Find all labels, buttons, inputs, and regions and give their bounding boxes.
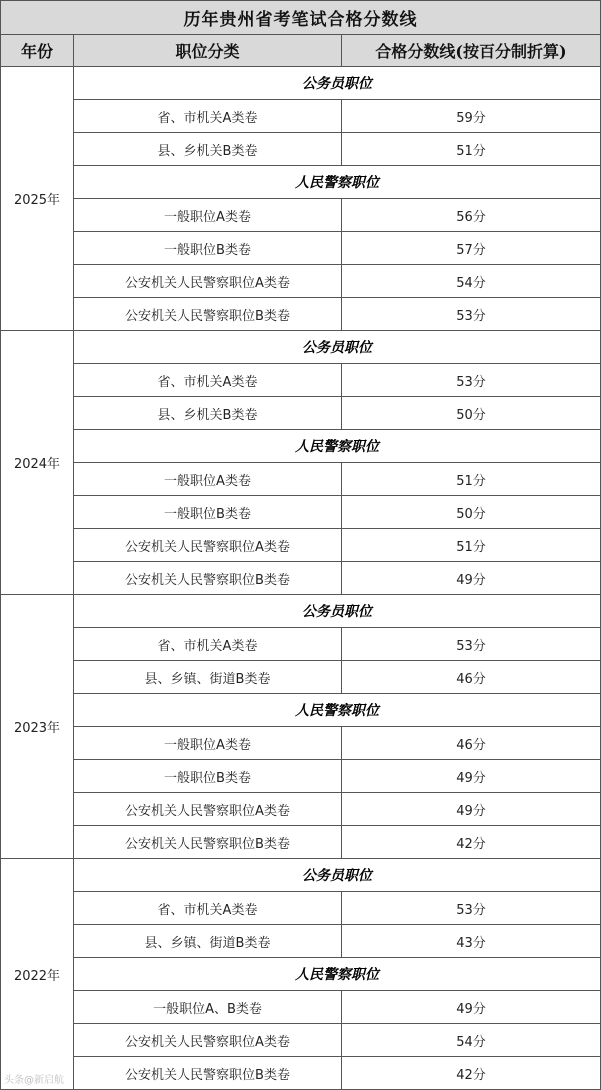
- score-cell: 42分: [342, 1057, 601, 1090]
- table-row: [1, 562, 601, 595]
- header-score: 合格分数线(按百分制折算): [342, 35, 601, 67]
- category-cell: 一般职位A类卷: [74, 463, 342, 496]
- year-cell: 2023年: [1, 595, 74, 859]
- score-cell: 53分: [342, 364, 601, 397]
- score-cell: 54分: [342, 265, 601, 298]
- table-row: [1, 463, 601, 496]
- header-category: 职位分类: [74, 35, 342, 67]
- table-row: [1, 298, 601, 331]
- table-title: 历年贵州省考笔试合格分数线: [1, 1, 601, 35]
- section-row: [1, 595, 601, 628]
- table-row: [1, 1057, 601, 1090]
- score-cell: 59分: [342, 100, 601, 133]
- score-cell: 51分: [342, 133, 601, 166]
- score-cell: 57分: [342, 232, 601, 265]
- category-cell: 一般职位B类卷: [74, 232, 342, 265]
- score-cell: 46分: [342, 727, 601, 760]
- score-cell: 53分: [342, 892, 601, 925]
- score-cell: 49分: [342, 562, 601, 595]
- category-cell: 省、市机关A类卷: [74, 892, 342, 925]
- category-cell: 公安机关人民警察职位A类卷: [74, 265, 342, 298]
- score-cell: 56分: [342, 199, 601, 232]
- table-row: [1, 628, 601, 661]
- section-row: [1, 694, 601, 727]
- category-cell: 公安机关人民警察职位B类卷: [74, 1057, 342, 1090]
- score-cell: 54分: [342, 1024, 601, 1057]
- section-header: 公务员职位: [74, 595, 601, 628]
- score-cell: 49分: [342, 991, 601, 1024]
- table-row: [1, 826, 601, 859]
- score-cell: 51分: [342, 463, 601, 496]
- table-row: [1, 793, 601, 826]
- header-year: 年份: [1, 35, 74, 67]
- year-cell: 2022年: [1, 859, 74, 1090]
- score-cell: 50分: [342, 496, 601, 529]
- table-row: [1, 991, 601, 1024]
- category-cell: 省、市机关A类卷: [74, 628, 342, 661]
- year-cell: 2025年: [1, 67, 74, 331]
- score-cell: 49分: [342, 760, 601, 793]
- table-row: [1, 100, 601, 133]
- category-cell: 县、乡镇、街道B类卷: [74, 925, 342, 958]
- section-header: 公务员职位: [74, 859, 601, 892]
- category-cell: 一般职位B类卷: [74, 496, 342, 529]
- section-row: [1, 859, 601, 892]
- section-header: 人民警察职位: [74, 694, 601, 727]
- section-header: 人民警察职位: [74, 958, 601, 991]
- section-row: [1, 430, 601, 463]
- section-row: [1, 166, 601, 199]
- category-cell: 公安机关人民警察职位A类卷: [74, 793, 342, 826]
- score-cell: 53分: [342, 628, 601, 661]
- table-body: [1, 67, 601, 1090]
- category-cell: 省、市机关A类卷: [74, 364, 342, 397]
- category-cell: 一般职位A类卷: [74, 199, 342, 232]
- category-cell: 公安机关人民警察职位A类卷: [74, 529, 342, 562]
- category-cell: 县、乡镇、街道B类卷: [74, 661, 342, 694]
- category-cell: 县、乡机关B类卷: [74, 133, 342, 166]
- score-cell: 53分: [342, 298, 601, 331]
- table-row: [1, 133, 601, 166]
- score-cell: 46分: [342, 661, 601, 694]
- table-row: [1, 760, 601, 793]
- category-cell: 公安机关人民警察职位B类卷: [74, 562, 342, 595]
- score-cell: 43分: [342, 925, 601, 958]
- section-header: 公务员职位: [74, 67, 601, 100]
- score-cell: 42分: [342, 826, 601, 859]
- category-cell: 一般职位B类卷: [74, 760, 342, 793]
- year-cell: 2024年: [1, 331, 74, 595]
- table-row: [1, 1024, 601, 1057]
- category-cell: 公安机关人民警察职位B类卷: [74, 298, 342, 331]
- category-cell: 县、乡机关B类卷: [74, 397, 342, 430]
- section-row: [1, 67, 601, 100]
- category-cell: 公安机关人民警察职位A类卷: [74, 1024, 342, 1057]
- section-header: 公务员职位: [74, 331, 601, 364]
- table-row: [1, 661, 601, 694]
- score-cell: 51分: [342, 529, 601, 562]
- score-cell: 49分: [342, 793, 601, 826]
- table-row: [1, 892, 601, 925]
- table-row: [1, 529, 601, 562]
- category-cell: 省、市机关A类卷: [74, 100, 342, 133]
- table-row: [1, 364, 601, 397]
- category-cell: 一般职位A类卷: [74, 727, 342, 760]
- section-header: 人民警察职位: [74, 166, 601, 199]
- category-cell: 一般职位A、B类卷: [74, 991, 342, 1024]
- table-row: [1, 232, 601, 265]
- section-row: [1, 331, 601, 364]
- table-row: [1, 199, 601, 232]
- section-header: 人民警察职位: [74, 430, 601, 463]
- section-row: [1, 958, 601, 991]
- table-row: [1, 265, 601, 298]
- watermark-text: 头条@新启航: [4, 1075, 64, 1086]
- score-cell: 50分: [342, 397, 601, 430]
- table-row: [1, 397, 601, 430]
- table-row: [1, 925, 601, 958]
- category-cell: 公安机关人民警察职位B类卷: [74, 826, 342, 859]
- table-row: [1, 727, 601, 760]
- table-row: [1, 496, 601, 529]
